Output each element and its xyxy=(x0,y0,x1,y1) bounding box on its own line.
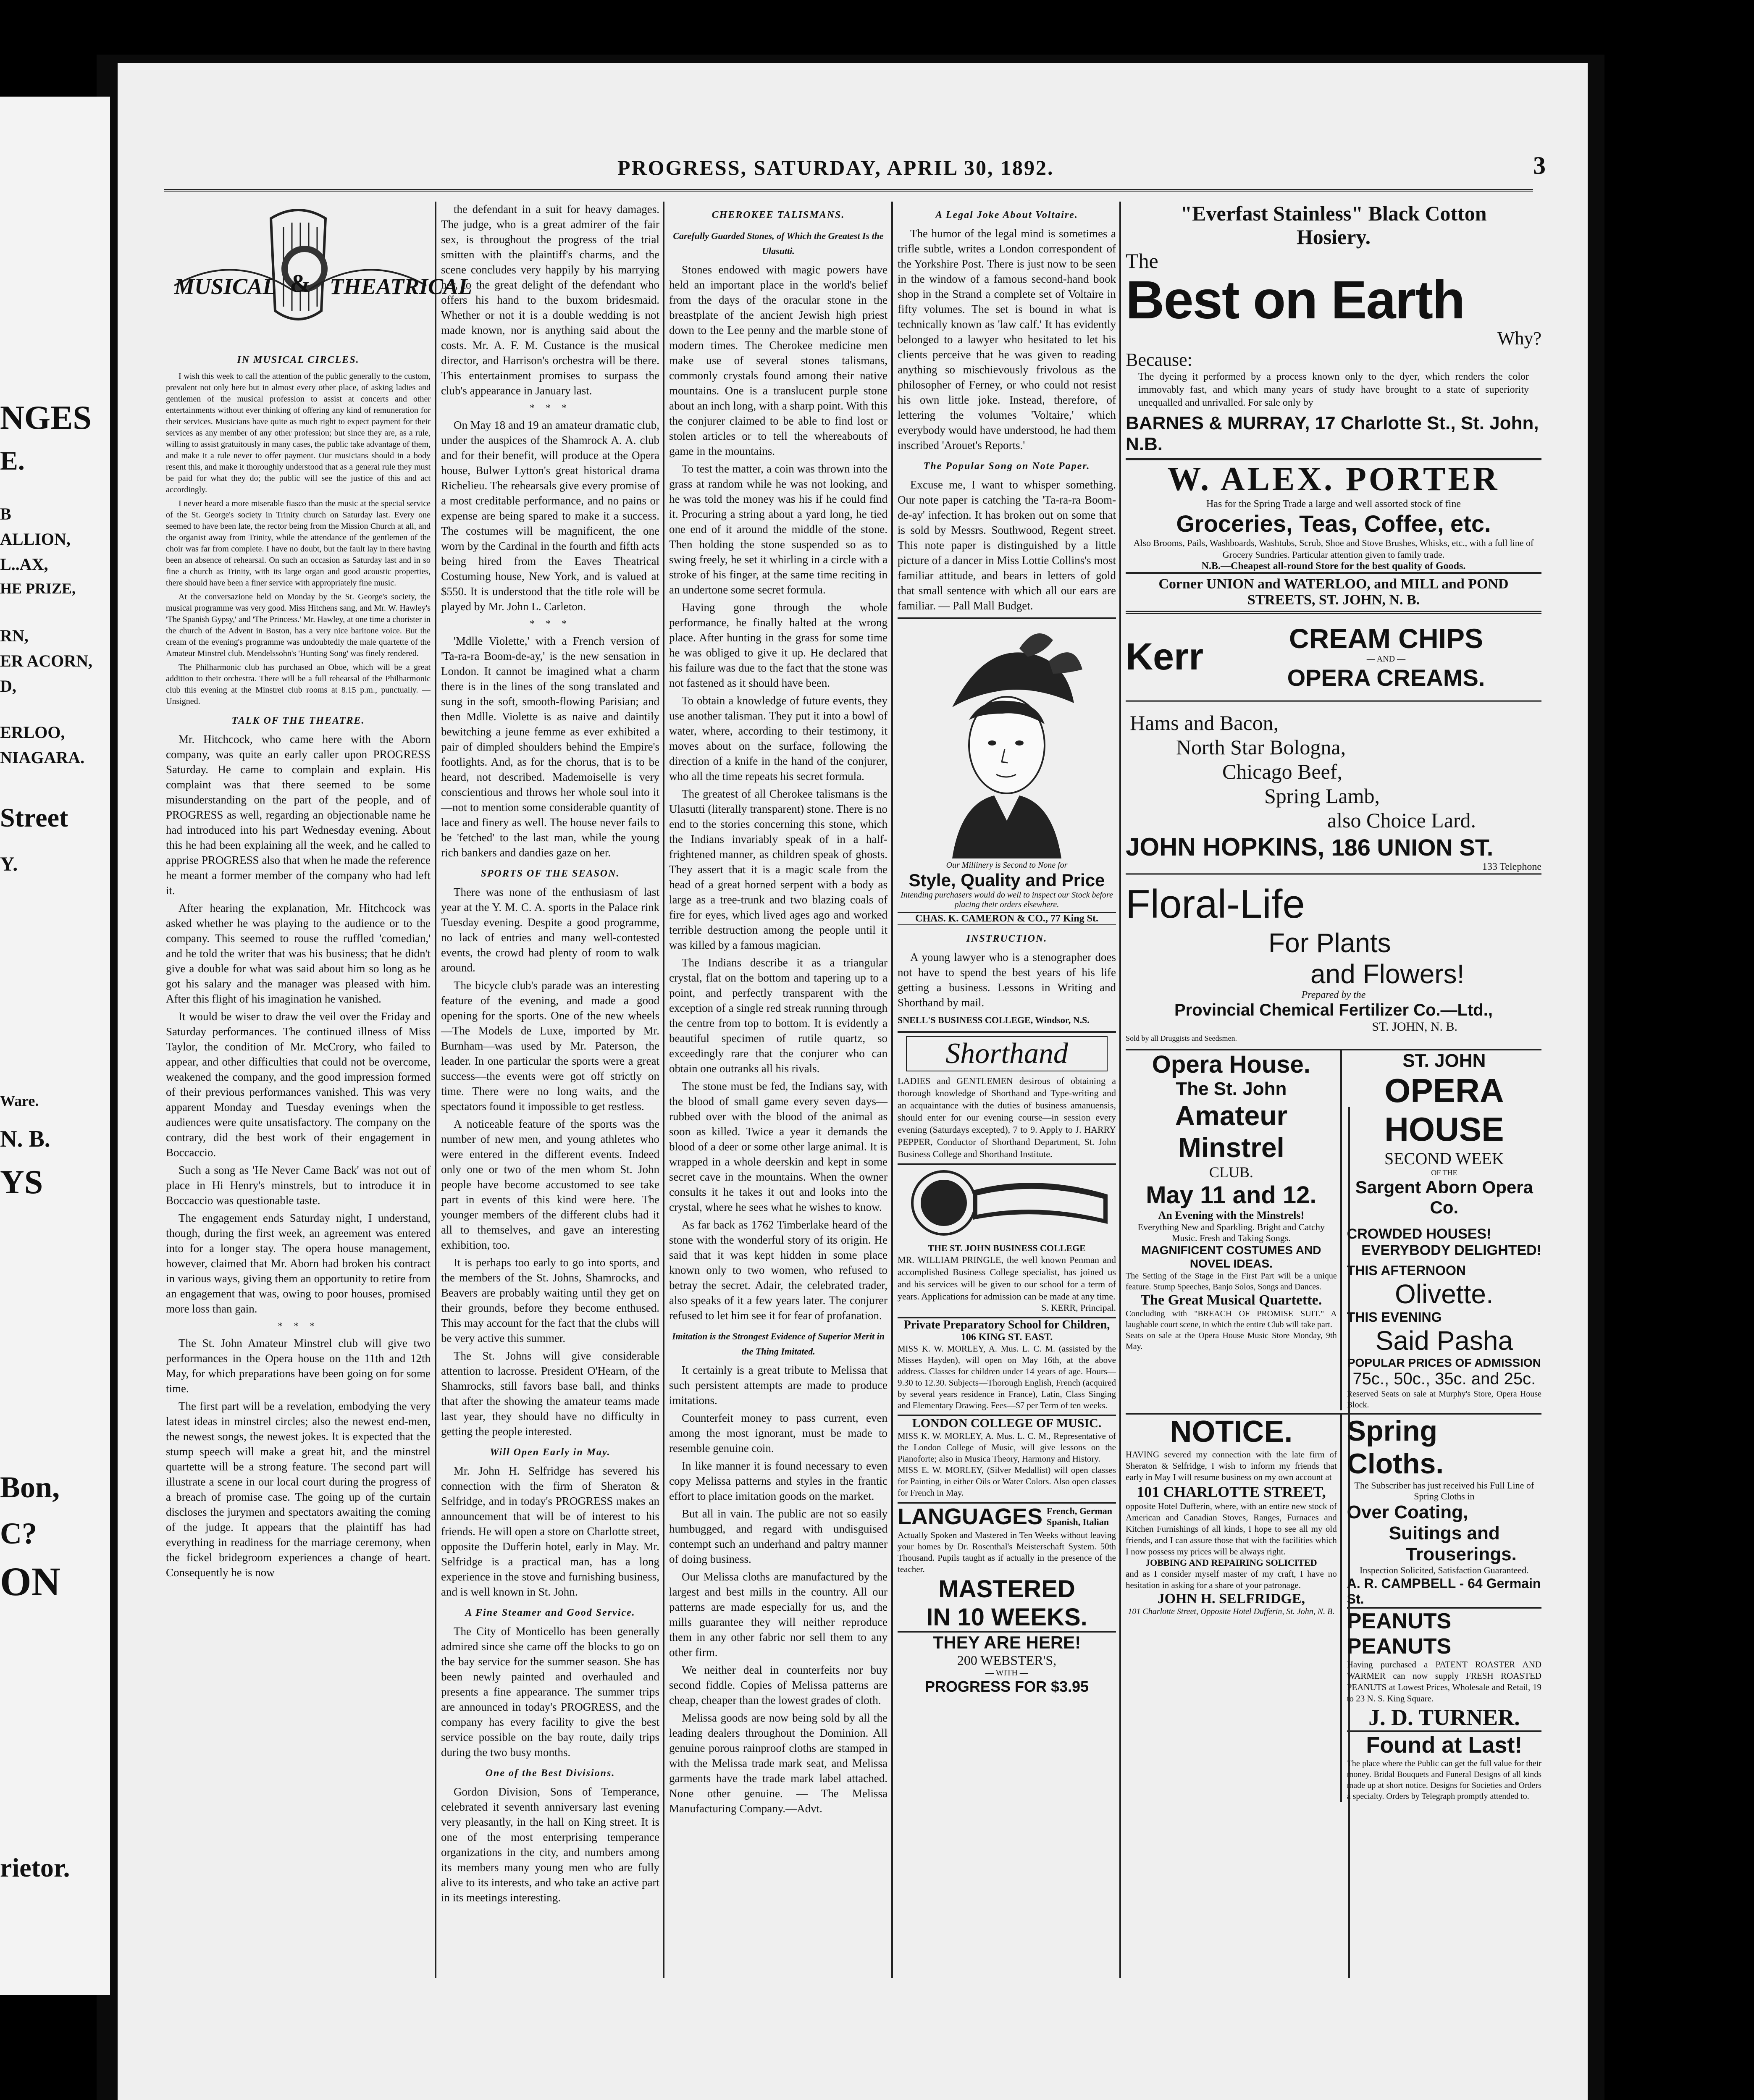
notice-body3: and as I consider myself master of my craft, I have no hesitation in asking for a share of your patronage. xyxy=(1126,1569,1337,1590)
everfast-best-on-earth: Best on Earth xyxy=(1126,270,1465,330)
column-text xyxy=(669,207,888,1816)
opera-prices2: 75c., 50c., 35c. and 25c. xyxy=(1352,1370,1536,1388)
fragment: E. xyxy=(0,446,25,475)
paragraph: The bicycle club's parade was an interesting feature of the evening, and made a good opening for the sports. One of the new wheels—The Models de Luxe, imported by Mr. Burnham—was used by Mr. Paterson, the leader. In one particular the sports were a great success—the events were got off strictly on time. There were no long waits, and the spectators found it impossible to get restless. xyxy=(441,979,659,1113)
paragraph: But all in vain. The public are not so easily humbugged, and regard with undisguised contempt such an underhand and paltry manner of doing business. xyxy=(669,1507,888,1565)
porter-address: Corner UNION and WATERLOO, and MILL and POND STREETS, ST. JOHN, N. B. xyxy=(1126,572,1541,614)
paragraph: The first part will be a revelation, embodying the very latest ideas in minstrel circles; also the newest end-men, the newest songs, the newest jokes. It is expected that the stump speech will make a great hit, and the minstrel quartette will be a strong feature. The second part will illustrate a scene in our local court during the progress of a breach of promise case. The going up of the curtain discloses the jurymen and spectators awaiting the coming of the judge. It appears that the plaintiff has had everything in readiness for the marriage ceremony, when the fickel bridegroom experiences a change of heart. Consequently he is now xyxy=(166,1400,431,1579)
section-heading: IN MUSICAL CIRCLES. xyxy=(237,354,360,365)
instruction-signature: SNELL'S BUSINESS COLLEGE, Windsor, N.S. xyxy=(898,1015,1090,1025)
column-musical-theatrical xyxy=(166,202,473,1978)
opera-evening: THIS EVENING xyxy=(1347,1310,1442,1325)
svg-text:&: & xyxy=(290,270,311,297)
private-school-ad xyxy=(898,1317,1116,1411)
fragment: B xyxy=(0,504,11,523)
paragraph: There was none of the enthusiasm of last year at the Y. M. C. A. sports in the Palace rink Tuesday evening. Despite a good programme, no lack of entries and many well-contested events, the crowd had plenty of room to walk around. xyxy=(441,886,659,974)
london-college-note: MISS E. W. MORLEY, (Silver Medallist) will open classes for Painting, in either Oils or Water Colors. Also open classes for French in May. xyxy=(898,1465,1116,1498)
column-text: the defendant in a suit for heavy damages. The judge, who is a great admirer of the fair sex, is throughout the progress of the trial smitten with the plaintiff's charms, and the scene concludes very happily by his marrying her, to the great delight of the defendant who offers his hand to the buxom bridesmaid. Whether or not it is a double wedding is not made known, nor is anything said about the costs. Mr. A. F. M. Custance is the musical director, and Harrison's orchestra will be there. This entertainment promises to surpass the club's appearance in January last. * * * On May 18 and 19 an amateur dramatic club, under the auspices of the Shamrock A. A. club and for their benefit, will produce at the Opera house, Bulwer Lytton's great historical drama Richelieu. The rehearsals give every promise of a most creditable performance, and no pains or expense are being spared to make it a success. The costumes will be magnificent, the one worn by the Cardinal in the fourth and fifth acts being hired from the Eaves Theatrical Costuming house, New York, and is valued at $550. It is understood that the title role will be played by Mr. John L. Carleton. * * * 'Mdlle Violette,' with a French version of 'Ta-ra-ra Boom-de-ay,' is the new sensation in London. It cannot be imagined what a charm there is in the lines of the song translated and sung in the soft, smooth-flowing Parisian; and then Mdlle. Violette is as naive and daintily bewitching a jeune femme as ever exhibited a pair of dimpled shoulders behind the Empire's footlights. And, as for the chorus, that is to be heard, not described. Mademoiselle is very conscientious and throws her whole soul into it—not to mention some considerable quantity of lace and finery as well. The house never fails to be 'fetched' to the last man, while the young rich bankers and dandies gaze on her. SPORTS OF THE SEASON. There was none of the enthusiasm of last year at the Y. M. C. A. sports in the Palace rink Tuesday evening. Despite a good programme, no lack of entries and many well-contested events, the crowd had plenty of room to walk around. The bicycle club's parade was an interesting feature of the evening, and made a good opening for the sports. One of the new wheels—The Models de Luxe, imported by Mr. Burnham—was used by Mr. Paterson, the leader. In one particular the sports were a great success—the events were got off strictly on time. There were no long waits, and the spectators found it impossible to get restless. A noticeable feature of the sports was the number of new men, and young athletes who were entered in the different events. Indeed only one or two of the men whom St. John people have become accustomed to see take part in events of this kind were here. The younger members of the different clubs had it all to themselves, and gave an interesting exhibition, too. It is perhaps too early to go into sports, and the members of the St. Johns, Shamrocks, and Beavers are probably waiting until they get on their grounds, before they become enthused. This may account for the fact that the clubs will be very active this summer. The St. Johns will give considerable attention to lacrosse. President O'Hearn, of the Shamrocks, still favors base ball, and thinks that after the showing the amateur teams made last year, they should have no difficulty in getting the people interested. Will Open Early in May. Mr. John H. Selfridge has severed his connection with the firm of Sheraton & Selfridge, and in today's PROGRESS makes an announcement that will be of interest to his friends. He will open a store on Charlotte street, opposite the Dufferin hotel, early in May. Mr. Selfridge is a practical man, has a long experience in the stove and furnishing business, and is well known in St. John. A Fine Steamer and Good Service. The City of Monticello has been generally admired since she came off the blocks to go on the bay service for the summer season. She has been newly painted and overhauled and presents a fine appearance. The summer trips are announced in today's PROGRESS, and the company has every facility to give the best service possible on the bay route, daily trips during the two busy months. One of the Best Divisions. Gordon Division, Sons of Temperance, celebrated it seventh anniversary last evening very pleasantly, in the hall on King street. It is one of the most enterprising temperance organizations in the city, and numbers among its members many young men who are fully alive to its interests, and who take an active part in its meetings interesting. xyxy=(441,202,659,1905)
column-rule xyxy=(663,202,664,1978)
lower-ads-row xyxy=(1126,1413,1541,1802)
paragraph: Having gone through the whole performance, he finally halted at the wrong place. After hunting in the grass for some time he was obliged to give it up. He declared that his failure was due to the fact that the stone was not fastened as it should have been. xyxy=(669,601,888,689)
languages-sub: French, German Spanish, Italian xyxy=(1047,1506,1113,1527)
notice-addr2: 101 Charlotte Street, Opposite Hotel Dufferin, St. John, N. B. xyxy=(1128,1607,1335,1616)
fragment: Ware. xyxy=(0,1092,39,1109)
section-heading: A Fine Steamer and Good Service. xyxy=(465,1607,635,1618)
languages-ad xyxy=(898,1502,1116,1696)
minstrel-club1: The St. John xyxy=(1176,1079,1287,1099)
webster-offer-with: — WITH — xyxy=(985,1668,1028,1677)
section-heading: Imitation is the Strongest Evidence of Superior Merit in the Thing Imitated. xyxy=(672,1331,885,1357)
column-text xyxy=(898,207,1116,613)
fragment: RN, xyxy=(0,626,29,645)
paragraph: Such a song as 'He Never Came Back' was not out of place in Hi Henry's minstrels, but to introduce it in Boccaccio was questionable taste. xyxy=(166,1164,431,1207)
paragraph: Gordon Division, Sons of Temperance, celebrated it seventh anniversary last evening very pleasantly, in the hall on King street. It is one of the most enterprising temperance organizations in the city, and numbers among its members many young men who are fully alive to its interests, and who take an active part in its meetings interesting. xyxy=(441,1785,659,1904)
fragment: N. B. xyxy=(0,1126,50,1152)
everfast-seller: BARNES & MURRAY, 17 Charlotte St., St. John, N.B. xyxy=(1126,410,1541,460)
opera-h1: ST. JOHN xyxy=(1402,1050,1486,1071)
paragraph: Mr. John H. Selfridge has severed his connection with the firm of Sheraton & Selfridge, and in today's PROGRESS makes an announcement that will be of interest to his friends. He will open a store on Charlotte street, opposite the Dufferin hotel, early in May. Mr. Selfridge is a practical man, has a long experience in the stove and furnishing business, and is well known in St. John. xyxy=(441,1465,659,1598)
fragment: ON xyxy=(0,1559,60,1604)
hopkins-line: also Choice Lard. xyxy=(1327,808,1476,832)
kerr-and: — AND — xyxy=(1366,654,1406,664)
section-heading: TALK OF THE THEATRE. xyxy=(231,715,365,726)
fragment: rietor. xyxy=(0,1853,70,1882)
paragraph: I never heard a more miserable fiasco than the music at the special service of the St. George's society in Trinity church on Saturday last. Every one seemed to have been late, the rector being from the Mission Church at all, and the organist away from Trinity, while the attendance of the gentlemen of the choir was far from complete. I have no doubt, but the fault lay in there having been an absence of rehearsal. On such an occasion as Saturday last and in so fine a church as Trinity, with its large organ and good acoustic properties, there should have been a finer service with appropriately fine music. xyxy=(166,499,431,588)
floral-line: and Flowers! xyxy=(1310,959,1465,989)
masthead-title: PROGRESS, SATURDAY, APRIL 30, 1892. xyxy=(617,156,1054,179)
business-college-banner-text: THE ST. JOHN BUSINESS COLLEGE xyxy=(928,1243,1086,1253)
hopkins-line: Chicago Beef, xyxy=(1222,760,1343,783)
section-heading: SPORTS OF THE SEASON. xyxy=(481,868,620,879)
spring-cloths-heading: Spring Cloths. xyxy=(1347,1415,1444,1480)
floral-prep: Prepared by the xyxy=(1301,990,1366,1000)
right-lower-ads xyxy=(1342,1415,1541,1802)
floral-line: For Plants xyxy=(1268,928,1391,958)
opera-afternoon: THIS AFTERNOON xyxy=(1347,1263,1466,1278)
shorthand-ad xyxy=(898,1031,1116,1160)
shorthand-heading: Shorthand xyxy=(906,1036,1108,1071)
paragraph: A noticeable feature of the sports was the number of new men, and young athletes who were entered in the different events. Indeed only one or two of the men whom St. John people have become accustomed to see take part in events of this kind were here. The younger members of the different clubs had it all to themselves, and gave an interesting exhibition, too. xyxy=(441,1118,659,1251)
millinery-caption: Our Millinery is Second to None for xyxy=(946,861,1068,870)
porter-sub: Has for the Spring Trade a large and well assorted stock of fine xyxy=(1206,499,1461,509)
found-heading: Found at Last! xyxy=(1366,1732,1523,1758)
kerr-brand: Kerr xyxy=(1126,635,1204,678)
webster-offer-heading: THEY ARE HERE! xyxy=(898,1631,1116,1653)
header-art-text-right: THEATRICAL xyxy=(330,274,473,299)
porter-name: W. ALEX. PORTER xyxy=(1167,461,1500,498)
paragraph: The greatest of all Cherokee talismans is the Ulasutti (literally transparent) stone. There is no end to the stories concerning this stone, which the Indians invariably speak of in a half-frightened manner, as children speak of ghosts. They assert that it is a magic scale from the head of a great horned serpent with a body as large as a tree-trunk and two blazing coals of fire for eyes, which lived ages ago and worked terrible destruction among the people until it was killed by a famous magician. xyxy=(669,788,888,951)
minstrel-ad xyxy=(1126,1050,1342,1410)
paragraph: At the conversazione held on Monday by the St. George's society, the musical programme was very good. Miss Hitchens sang, and Mr. W. Hawley's 'The Spanish Gypsy,' and 'The Princess.' Mr. Hawley, at one time a chorister in the church of the Advent in Boston, has a very nice baritone voice. But the cream of the evening's programme was undoubtedly the male quartette of the Amateur Minstrel club. Mendelssohn's 'Hunting Song' was finely rendered. xyxy=(166,592,431,658)
fragment: NGES xyxy=(0,399,92,436)
paragraph: In like manner it is found necessary to even copy Melissa patterns and styles in the frantic effort to place imitation goods on the market. xyxy=(669,1460,888,1502)
peanuts-name: J. D. TURNER. xyxy=(1347,1704,1541,1732)
opera-delighted: EVERYBODY DELIGHTED! xyxy=(1361,1242,1541,1258)
column-rule xyxy=(435,202,436,1978)
paragraph: I wish this week to call the attention of the public generally to the custom, prevalent not only here but in almost every other place, of asking ladies and gentlemen of the musical profession to assist at concerts and other entertainments without ever thinking of offering any kind of remuneration for their services. Musicians have quite as much right to expect payment for their services as any member of any other profession; but since they are, as a rule, willing to assist gratuitously in many cases, the public take advantage of them, and make it a rule never to offer payment. Our musicians should in a body resent this, and make it thoroughly understood that as a general rule they must be paid for what they do; the public will see the justice of this and act accordingly. xyxy=(166,372,431,494)
minstrel-club3: CLUB. xyxy=(1209,1164,1253,1181)
paragraph: After hearing the explanation, Mr. Hitchcock was asked whether he was playing to the audience or to the company. This seemed to rouse the ruffled 'comedian,' and he told the writer that was his business; that he didn't give a double for what was said about him so long as he got his salary and the manager was pleased with him. After this flight of his imagination he vanished. xyxy=(166,902,431,1005)
minstrel-dates: May 11 and 12. xyxy=(1146,1181,1317,1209)
minstrel-concluding: Concluding with "BREACH OF PROMISE SUIT." A laughable court scene, in which the entire Club will take part. xyxy=(1126,1309,1337,1329)
opera-company-ad xyxy=(1342,1050,1541,1410)
millinery-ad xyxy=(898,617,1116,925)
peanuts-body: Having purchased a PATENT ROASTER AND WARMER can now supply FRESH ROASTED PEANUTS at Lowest Prices, Wholesale and Retail, 19 to 23 N. S. King Square. xyxy=(1347,1659,1541,1704)
fragment: Y. xyxy=(0,853,18,875)
notice-address: 101 CHARLOTTE STREET, xyxy=(1137,1483,1326,1500)
everfast-ad xyxy=(1126,202,1541,460)
kerr-opera-creams: OPERA CREAMS. xyxy=(1287,664,1485,691)
notice-ad xyxy=(1126,1415,1342,1802)
webster-offer-line: 200 WEBSTER'S, xyxy=(957,1653,1057,1668)
paragraph: The City of Monticello has been generally admired since she came off the blocks to go on the bay service for the summer season. She has been newly painted and overhauled and presents a fine appearance. The summer trips are announced in today's PROGRESS, and the company has every facility to give the best service possible on the bay route, daily trips during the two busy months. xyxy=(441,1625,659,1759)
business-college-body: MR. WILLIAM PRINGLE, the well known Penman and accomplished Business College specialist, has joined us and his services will be given to our school for a term of years. Applications for admission can be made at any time. xyxy=(898,1255,1116,1302)
fragment: Bon, xyxy=(0,1470,60,1504)
languages-body: Actually Spoken and Mastered in Ten Weeks without leaving your homes by Dr. Rosenthal's Meisterschaft System. 50th Thousand. Pupils taught as if actually in the presence of the teacher. xyxy=(898,1530,1116,1574)
paragraph: the defendant in a suit for heavy damages. The judge, who is a great admirer of the fair sex, is throughout the progress of the trial smitten with the plaintiff's charms, and the scene concludes very happily by his marrying her, to the great delight of the defendant who offers his hand to the buxom bridesmaid. Whether or not it is a double wedding is not made known, nor is anything said about the costs. Mr. A. F. M. Custance is the musical director, and Harrison's orchestra will be there. This entertainment promises to surpass the club's appearance in January last. xyxy=(441,203,659,397)
porter-note: N.B.—Cheapest all-round Store for the best quality of Goods. xyxy=(1201,561,1466,572)
section-heading: A Legal Joke About Voltaire. xyxy=(935,210,1078,220)
paragraph: The stone must be fed, the Indians say, with the blood of small game every seven days—rubbed over with the blood of the animal as soon as killed. Twice a year it demands the blood of a deer or some other large animal. It is wrapped in a whole deerskin and kept in some secret cave in the mountains. When the owner consults it he takes it out and looks into the crystal, where he sees what he wishes to know. xyxy=(669,1080,888,1213)
languages-ten-weeks: IN 10 WEEKS. xyxy=(926,1604,1087,1631)
fragment: Street xyxy=(0,803,68,832)
section-heading: Will Open Early in May. xyxy=(490,1447,611,1458)
floral-title: Floral-Life xyxy=(1126,882,1305,927)
hopkins-name: JOHN HOPKINS, xyxy=(1126,833,1325,861)
fragment: L..AX, xyxy=(0,555,48,574)
fragment: NIAGARA. xyxy=(0,748,85,767)
found-body: The place where the Public can get the full value for their money. Bridal Bouquets and Funeral Designs of all kinds made up at short notice. Designs for Societies and Orders a specialty. Orders by Telegraph promptly attended to. xyxy=(1347,1759,1541,1801)
business-college-banner xyxy=(898,1165,1116,1241)
porter-groceries: Groceries, Teas, Coffee, etc. xyxy=(1176,510,1491,537)
adjacent-page-fragment xyxy=(0,97,110,1995)
opera-of-the: OF THE xyxy=(1431,1168,1457,1177)
musical-theatrical-header-art xyxy=(166,202,473,344)
paragraph: The engagement ends Saturday night, I understand, though, during the first week, an agreement was entered into for a longer stay. The opera house management, however, claimed that Mr. Aborn had broken his contract in various ways, giving them an opportunity to retire from an engagement that was, owing to poor houses, promised more loss than gain. xyxy=(166,1212,431,1315)
notice-body: HAVING severed my connection with the late firm of Sheraton & Selfridge, I wish to inform my friends that early in May I will resume business on my own account at xyxy=(1126,1449,1337,1482)
webster-offer-price: PROGRESS FOR $3.95 xyxy=(924,1678,1089,1695)
opera-crowded: CROWDED HOUSES! xyxy=(1347,1226,1491,1242)
section-heading: CHEROKEE TALISMANS. xyxy=(712,210,845,220)
minstrel-quartette: The Great Musical Quartette. xyxy=(1140,1292,1322,1308)
millinery-headline: Style, Quality and Price xyxy=(909,870,1105,890)
notice-heading: NOTICE. xyxy=(1170,1415,1293,1449)
minstrel-costumes: MAGNIFICENT COSTUMES AND NOVEL IDEAS. xyxy=(1141,1244,1321,1270)
paragraph: It would be wiser to draw the veil over the Friday and Saturday performances. The continued illness of Miss Taylor, the condition of Mr. McCrory, who failed to appear, and other difficulties that could not be overcome, weakened the company, and the good impression formed of their previous performances vanished. This was very apparent Monday and Tuesday evenings when the audiences were quite unsatisfactory. The company on the contrary, did the best work of their engagement in Boccaccio. xyxy=(166,1010,431,1159)
paragraph: The St. John Amateur Minstrel club will give two performances in the Opera house on the 11th and 12th May, for which preparations have been going on for some time. xyxy=(166,1337,431,1395)
notice-body2: opposite Hotel Dufferin, where, with an entire new stock of American and Canadian Stoves, Ranges, Furnaces and Kitchen Furnishings of all kinds, I hope to see all my old friends, and I can assure those that with the facilities which I now possess my prices will be always right. xyxy=(1126,1501,1337,1557)
column-misc xyxy=(898,202,1116,1978)
fragment: HE PRIZE, xyxy=(0,580,76,597)
fragment: D, xyxy=(0,677,16,696)
london-college-ad xyxy=(898,1415,1116,1499)
languages-mastered: MASTERED xyxy=(938,1575,1075,1603)
notice-jobbing: JOBBING AND REPAIRING SOLICITED xyxy=(1145,1557,1317,1568)
everfast-line2: Hosiery. xyxy=(1296,225,1371,249)
spring-cloths-line: Trouserings. xyxy=(1405,1544,1517,1564)
private-school-heading: Private Preparatory School for Children, xyxy=(903,1318,1110,1331)
paragraph: Stones endowed with magic powers have held an important place in the world's belief from the days of the oracular stone in the breastplate of the ancient Jewish high priest down to the Lee penny and the marble stone of modern times. The Cherokee medicine men make use of several stones talismans, commonly crystals found among their native mountains. One is a translucent purple stone about an inch long, with a sharp point. With this the conjurer claimed to be able to find lost or stolen articles or to tell the whereabouts of game in the mountains. xyxy=(669,263,888,457)
paragraph: It certainly is a great tribute to Melissa that such persistent attempts are made to produce imitations. xyxy=(669,1364,888,1407)
hopkins-line: Spring Lamb, xyxy=(1264,784,1380,808)
floral-ad xyxy=(1126,875,1541,1050)
opera-ads-row xyxy=(1126,1050,1541,1410)
column-theatre-sports xyxy=(441,202,659,1978)
lady-with-hat-illustration xyxy=(898,623,1116,858)
porter-ad xyxy=(1126,460,1541,614)
paragraph: Excuse me, I want to whisper something. Our note paper is catching the 'Ta-ra-ra Boom-de-ay' infection. It has broken out on some that is sold by Messrs. Southwood, Regent street. This note paper is distinguished by a little picture of a dancer in Miss Lottie Collins's most familiar attitude, and bears in letters of gold that small sentence with which all our ears are familiar. — Pall Mall Budget. xyxy=(898,478,1116,612)
hopkins-line: Hams and Bacon, xyxy=(1130,711,1279,735)
everfast-the: The xyxy=(1126,249,1158,273)
fragment: ALLION, xyxy=(0,530,71,549)
paragraph: Our Melissa cloths are manufactured by the largest and best mills in the country. All our patterns are made especially for us, and the mills guarantee they will neither reproduce them in any other fabric nor sell them to any other firm. xyxy=(669,1570,888,1659)
section-heading: One of the Best Divisions. xyxy=(485,1768,615,1779)
business-college-ad xyxy=(898,1163,1116,1313)
spring-cloths-name: A. R. CAMPBELL - 64 Germain St. xyxy=(1347,1576,1541,1609)
opera-prices: POPULAR PRICES OF ADMISSION xyxy=(1347,1356,1541,1369)
opera-week: SECOND WEEK xyxy=(1384,1149,1504,1168)
london-college-heading: LONDON COLLEGE OF MUSIC. xyxy=(912,1416,1102,1430)
paragraph: To test the matter, a coin was thrown into the grass at random while he was not looking, and he was told the money was his if he could find it. Procuring a string about a yard long, he tied one end of it around the middle of the stone. Then holding the stone suspended so as to swing freely, he set it whirling in a circle with a stroke of his finger, at the same time reciting in an undertone some secret formula. xyxy=(669,462,888,596)
instruction-ad xyxy=(898,931,1116,1028)
paragraph: Mr. Hitchcock, who came here with the Aborn company, was quite an early caller upon PROGRESS Saturday. He came to complain and explain. His complaint was that there seemed to be some misunderstanding on the part of the people, and of PROGRESS as well, regarding an objectionable name he had introduced into his part Wednesday evening. About this he had been explaining all the week, and he called to apprise PROGRESS also that when he made the reference he meant a former member of the company who had left it. xyxy=(166,733,431,897)
languages-heading: LANGUAGES xyxy=(898,1504,1043,1529)
paragraph: A young lawyer who is a stenographer does not have to spend the best years of his life getting a business. Lessons in Writing and Shorthand by mail. xyxy=(898,951,1116,1009)
opera-reserved: Reserved Seats on sale at Murphy's Store, Opera House Block. xyxy=(1347,1389,1541,1410)
paragraph: The St. Johns will give considerable attention to lacrosse. President O'Hearn, of the Shamrocks, still favors base ball, and thinks that after the showing the amateur teams made last year, they should have no difficulty in getting the people interested. xyxy=(441,1349,659,1438)
paragraph: It is perhaps too early to go into sports, and the members of the St. Johns, Shamrocks, and Beavers are probably waiting until they get on their grounds, before they become enthused. This may account for the fact that the clubs will be very active this summer. xyxy=(441,1256,659,1344)
minstrel-setting: The Setting of the Stage in the First Part will be a unique feature. Stump Speeches, Banjo Solos, Songs and Dances. xyxy=(1126,1271,1337,1292)
everfast-line1: "Everfast Stainless" Black Cotton xyxy=(1180,202,1487,225)
fragment: ER ACORN, xyxy=(0,651,93,670)
section-subheading: Carefully Guarded Stones, of Which the Greatest Is the Ulasutti. xyxy=(673,231,884,256)
private-school-address: 106 KING ST. EAST. xyxy=(961,1332,1053,1343)
fragment: ERLOO, xyxy=(0,723,65,742)
header-art-text-left: MUSICAL xyxy=(174,274,277,299)
kerr-cream-chips: CREAM CHIPS xyxy=(1289,623,1484,654)
paragraph: On May 18 and 19 an amateur dramatic club, under the auspices of the Shamrock A. A. club and for their benefit, will produce at the Opera house, Bulwer Lytton's great historical drama Richelieu. The rehearsals give every promise of a most creditable performance, and no pains or expense are being spared to make it a success. The costumes will be magnificent, the one worn by the Cardinal in the fourth and fifth acts being hired from the Eaves Theatrical Costuming house, New York, and is valued at $550. It is understood that the title role will be played by Mr. John L. Carleton. xyxy=(441,419,659,613)
everfast-why: Why? xyxy=(1497,328,1541,349)
paragraph: The Indians describe it as a triangular crystal, flat on the bottom and tapering up to a point, and perfectly transparent with the exception of a single red streak running through the centre from top to bottom. It is evidently a beautiful specimen of rutile quartz, so exceedingly rare that the conjurer who can obtain one outranks all his rivals. xyxy=(669,956,888,1075)
masthead xyxy=(164,152,1546,192)
paragraph: 'Mdlle Violette,' with a French version of 'Ta-ra-ra Boom-de-ay,' is the new sensation in London. It cannot be imagined what a charm there is in the lines of the song translated and sung in the soft, smooth-flowing Parisian; and then Mdlle. Violette is as naive and daintily bewitching a jeune femme as ever exhibited a pair of dimpled shoulders behind the Empire's footlights. And, as for the chorus, that is to be heard, not described. Mademoiselle is very conscientious and throws her whole soul into it—not to mention some considerable quantity of lace and finery as well. The house never fails to be 'fetched' to the last man, while the young rich bankers and dandies gaze on her. xyxy=(441,635,659,859)
column-cherokee-talismans xyxy=(669,202,888,1978)
spring-cloths-line: Suitings and xyxy=(1389,1523,1500,1544)
london-college-body: MISS K. W. MORLEY, A. Mus. L. C. M., Representative of the London College of Music, will give lessons on the Pianoforte; also in Musica Theory, Harmony and History. xyxy=(898,1431,1116,1464)
porter-body: Also Brooms, Pails, Washboards, Washtubs, Scrub, Shoe and Stove Brushes, Whisks, etc., with a full line of Grocery Sundries. Particular attention given to family trade. xyxy=(1133,538,1534,560)
private-school-body: MISS K. W. MORLEY, A. Mus. L. C. M. (assisted by the Misses Hayden), will open on May 16th, at the above address. Classes for children under 14 years of age. Hours—9.30 to 12.30. Subjects—Thorough English, French (acquired by several years residence in France), Latin, Class Singing and Elementary Drawing. Fees—$7 per Term of ten weeks. xyxy=(898,1344,1116,1410)
minstrel-club2: Amateur Minstrel xyxy=(1175,1100,1288,1163)
millinery-signature: CHAS. K. CAMERON & CO., 77 King St. xyxy=(898,912,1116,925)
advertisement-column xyxy=(1126,202,1541,1978)
column-text: IN MUSICAL CIRCLES. I wish this week to call the attention of the public generally to the custom, prevalent not only here but in almost every other place, of asking ladies and gentlemen of the musical profession to assist at concerts and other entertainments without ever thinking of offering any kind of remuneration for their services. Musicians have quite as much right to expect payment for their services as any member of any other profession; but since they are, as a rule, willing to assist gratuitously in many cases, the public take advantage of them, and make it a rule never to offer payment. Our musicians should in a body resent this, and make it thoroughly understood that as a general rule they must be paid for what they do; the public will see the justice of this and act accordingly. I never heard a more miserable fiasco than the music at the special service of the St. George's society in Trinity church on Saturday last. Every one seemed to have been late, the rector being from the Mission Church at all, and the organist away from Trinity, while the attendance of the gentlemen of the choir was far from complete. I have no doubt, but the fault lay in there having been an absence of rehearsal. On such an occasion as Saturday last and in so fine a church as Trinity, with its large organ and good acoustic properties, there should have been a finer service with appropriately fine music. At the conversazione held on Monday by the St. George's society, the musical programme was very good. Miss Hitchens sang, and Mr. W. Hawley's 'The Spanish Gypsy,' and 'The Princess.' Mr. Hawley, at one time a chorister in the church of the Advent in Boston, has a very nice baritone voice. But the cream of the evening's programme was undoubtedly the male quartette of the Amateur Minstrel club. Mendelssohn's 'Hunting Song' was finely rendered. The Philharmonic club has purchased an Oboe, which will be a great addition to their orchestra. There will be a full rehearsal of the Philharmonic club this evening at the Minstrel club rooms at 8.15 p.m., punctually. — Unsigned. TALK OF THE THEATRE. Mr. Hitchcock, who came here with the Aborn company, was quite an early caller upon PROGRESS Saturday. He came to complain and explain. His complaint was that there seemed to be some misunderstanding on the part of the people, and of PROGRESS as well, regarding an objectionable name he had introduced into his part Wednesday evening. About this he had been explaining all the week, and he called to apprise PROGRESS also that when he made the reference he meant a former member of the company who had left it. After hearing the explanation, Mr. Hitchcock was asked whether he was playing to the audience or to the company. This seemed to rouse the ruffled 'comedian,' and he told the writer that was his business; that he didn't give a double for what was said about him so long as he got his salary and the manager was pleased with him. After this flight of his imagination he vanished. It would be wiser to draw the veil over the Friday and Saturday performances. The continued illness of Miss Taylor, the condition of Mr. McCrory, who failed to appear, and other difficulties that could not be overcome, weakened the company, and the good impression formed of their previous performances vanished. This was very apparent Monday and Tuesday evenings when the audiences were quite unsatisfactory. The company on the contrary, did the best work of their engagement in Boccaccio. Such a song as 'He Never Came Back' was not out of place in Hi Henry's minstrels, but to introduce it in Boccaccio was questionable taste. The engagement ends Saturday night, I understand, though, during the first week, an agreement was entered into for a longer stay. The opera house management, however, claimed that Mr. Aborn had broken his contract in various ways, giving them an opportunity to retire from an engagement that was, owing to poor houses, promised more loss than gain. * * * The St. John Amateur Minstrel club will give two performances in the Opera house on the 11th and 12th May, for which preparations have been going on for some time. The first part will be a revelation, embodying the very latest ideas in minstrel circles; also the newest end-men, the newest songs, the newest jokes. It is expected that the stump speech will make a great hit, and the minstrel quartette will be a strong feature. The second part will illustrate a scene in our local court during the progress of a breach of promise case. The going up of the curtain discloses the jurymen and spectators awaiting the coming of the judge. It appears that the plaintiff has had everything in readiness for the marriage ceremony, when the fickel bridegroom experiences a change of heart. Consequently he is now xyxy=(166,352,431,1580)
fragment: YS xyxy=(0,1164,43,1201)
page-number: 3 xyxy=(1533,152,1546,179)
opera-company: Sargent Aborn Opera Co. xyxy=(1355,1177,1533,1217)
paragraph: Counterfeit money to pass current, even among the most ignorant, must be made to resemble genuine coin. xyxy=(669,1412,888,1454)
spring-cloths-line: Over Coating, xyxy=(1347,1502,1468,1522)
opera-olivette: Olivette. xyxy=(1394,1279,1494,1309)
paragraph: Melissa goods are now being sold by all the leading dealers throughout the Dominion. All genuine porous rainproof cloths are stamped in with the Melissa trade mark seat, and Melissa garments have the trade mark label attached. None other genuine. — The Melissa Manufacturing Company.—Advt. xyxy=(669,1712,888,1815)
minstrel-desc: Everything New and Sparkling. Bright and Catchy Music. Fresh and Taking Songs. xyxy=(1137,1222,1325,1243)
newspaper-page xyxy=(118,63,1588,2100)
millinery-body: Intending purchasers would do well to inspect our Stock before placing their orders elsewhere. xyxy=(901,890,1113,909)
everfast-because: Because: xyxy=(1126,349,1192,370)
opera-h2: OPERA HOUSE xyxy=(1384,1072,1504,1148)
spring-cloths-insp: Inspection Solicited, Satisfaction Guaranteed. xyxy=(1360,1565,1529,1575)
everfast-body: The dyeing it performed by a process known only to the dyer, which renders the color immovably fast, and which many years of study have brought to a state of superiority unequalled and unrivalled. For sale only by xyxy=(1138,371,1529,408)
hopkins-line: North Star Bologna, xyxy=(1176,735,1346,759)
minstrel-seats: Seats on sale at the Opera House Music Store Monday, 9th May. xyxy=(1126,1331,1337,1351)
paragraph: The humor of the legal mind is sometimes a trifle subtle, writes a London correspondent of the Yorkshire Post. There is just now to be seen in the window of a famous second-hand book shop in the Strand a complete set of Voltaire in fifty volumes. The set is bound in what is technically known as 'law calf.' It has evidently belonged to a lawyer who hesitated to let his clients perceive that he was given to reading anything so mischievously frivolous as the philosopher of Ferney, or who could not resist his own little joke. Instead, therefore, of lettering the volumes 'Voltaire,' which everybody would have understood, he had them inscribed 'Arouet's Reports.' xyxy=(898,227,1116,452)
section-heading: INSTRUCTION. xyxy=(966,933,1048,944)
shorthand-body: LADIES and GENTLEMEN desirous of obtaining a thorough knowledge of Shorthand and Type-writing and an acquaintance with the duties of business amanuensis, should enter for our evening course—in session every evening (Saturdays excepted), 7 to 9. Apply to J. HARRY PEPPER, Conductor of Shorthand Department, St. John Business College and Shorthand Institute. xyxy=(898,1076,1116,1159)
minstrel-evening: An Evening with the Minstrels! xyxy=(1158,1209,1305,1221)
hopkins-phone: 133 Telephone xyxy=(1482,861,1541,872)
section-heading: The Popular Song on Note Paper. xyxy=(923,461,1090,472)
notice-name: JOHN H. SELFRIDGE, xyxy=(1157,1591,1305,1606)
paragraph: As far back as 1762 Timberlake heard of the stone with the wonderful story of its origin. He said that it was kept hidden in some place known only to two women, who refused to betray the secret. Adair, the celebrated trader, also speaks of it a few years later. The conjurer refused to let him see it for fear of profanation. xyxy=(669,1218,888,1322)
paragraph: We neither deal in counterfeits nor buy second fiddle. Copies of Melissa patterns are cheap, cheaper than the lowest grades of cloth. xyxy=(669,1664,888,1706)
business-college-signature: S. KERR, Principal. xyxy=(1041,1302,1116,1313)
kerr-ad xyxy=(1126,614,1541,702)
floral-sold: Sold by all Druggists and Seedsmen. xyxy=(1126,1034,1237,1042)
floral-city: ST. JOHN, N. B. xyxy=(1372,1020,1457,1034)
peanuts-heading: PEANUTS PEANUTS xyxy=(1347,1609,1452,1659)
column-rule xyxy=(891,202,893,1978)
minstrel-opera-house: Opera House. xyxy=(1152,1051,1310,1078)
fragment: C? xyxy=(0,1517,37,1550)
column-rule xyxy=(1119,202,1121,1978)
hopkins-address: 186 UNION ST. xyxy=(1331,834,1494,861)
paragraph: The Philharmonic club has purchased an Oboe, which will be a great addition to their orchestra. There will be a full rehearsal of the Philharmonic club this evening at the Minstrel club rooms at 8.15 p.m., punctually. — Unsigned. xyxy=(166,663,431,706)
floral-company: Provincial Chemical Fertilizer Co.—Ltd., xyxy=(1174,1001,1493,1019)
opera-pasha: Said Pasha xyxy=(1375,1326,1513,1356)
paragraph: To obtain a knowledge of future events, they use another talisman. They put it into a bowl of water, where, according to their testimony, it moves about on the surface, following the direction of a knife in the hand of the conjurer, who all the time repeats his secret formula. xyxy=(669,694,888,782)
spring-cloths-body: The Subscriber has just received his Full Line of Spring Cloths in xyxy=(1354,1480,1534,1502)
hopkins-ad xyxy=(1126,702,1541,875)
